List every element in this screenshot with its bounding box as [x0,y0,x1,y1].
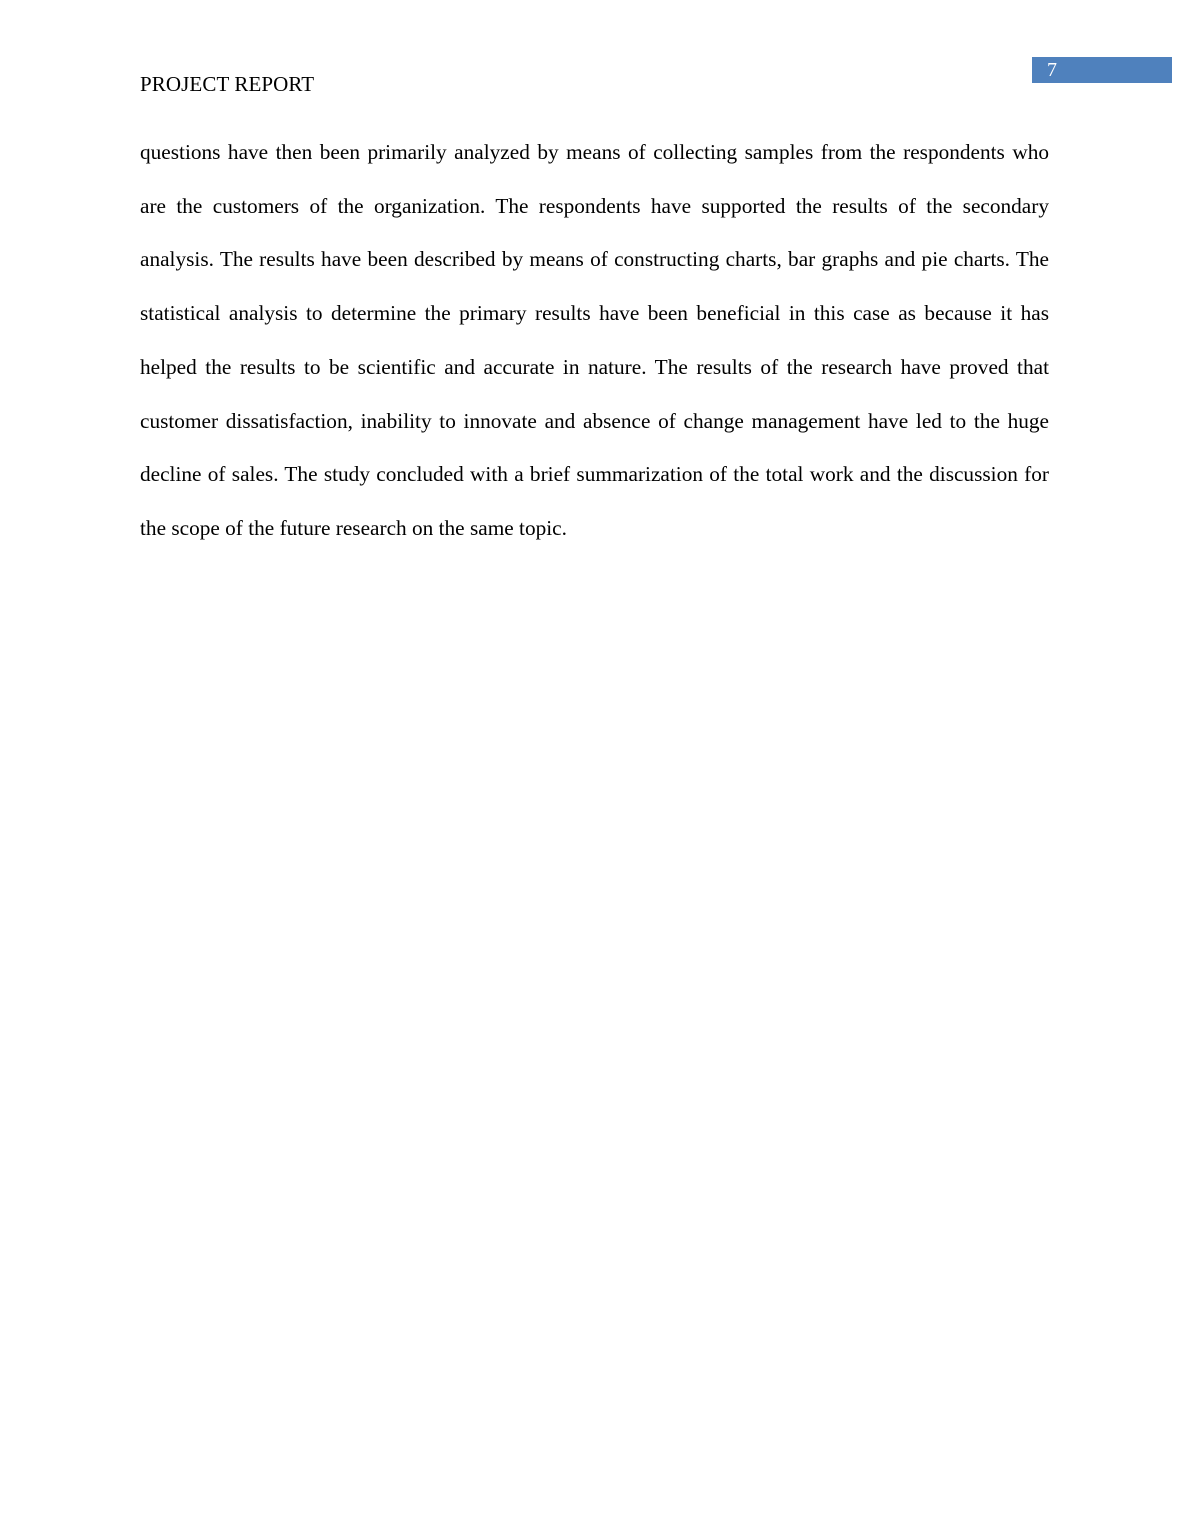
page-number: 7 [1047,59,1057,81]
running-head: PROJECT REPORT [140,72,315,96]
page-number-bar [1032,57,1172,83]
body-paragraph: questions have then been primarily analyzed by means of collecting samples from the respondents who are the customers of the organization. The respondents have supported the results of the secondary analysis. The results have been described by means of constructing charts, bar graphs and pie charts. The statistical analysis to determine the primary results have been beneficial in this case as because it has helped the results to be scientific and accurate in nature. The results of the research have proved that customer dissatisfaction, inability to innovate and absence of change management have led to the huge decline of sales. The study concluded with a brief summarization of the total work and the discussion for the scope of the future research on the same topic. [140,140,1049,540]
